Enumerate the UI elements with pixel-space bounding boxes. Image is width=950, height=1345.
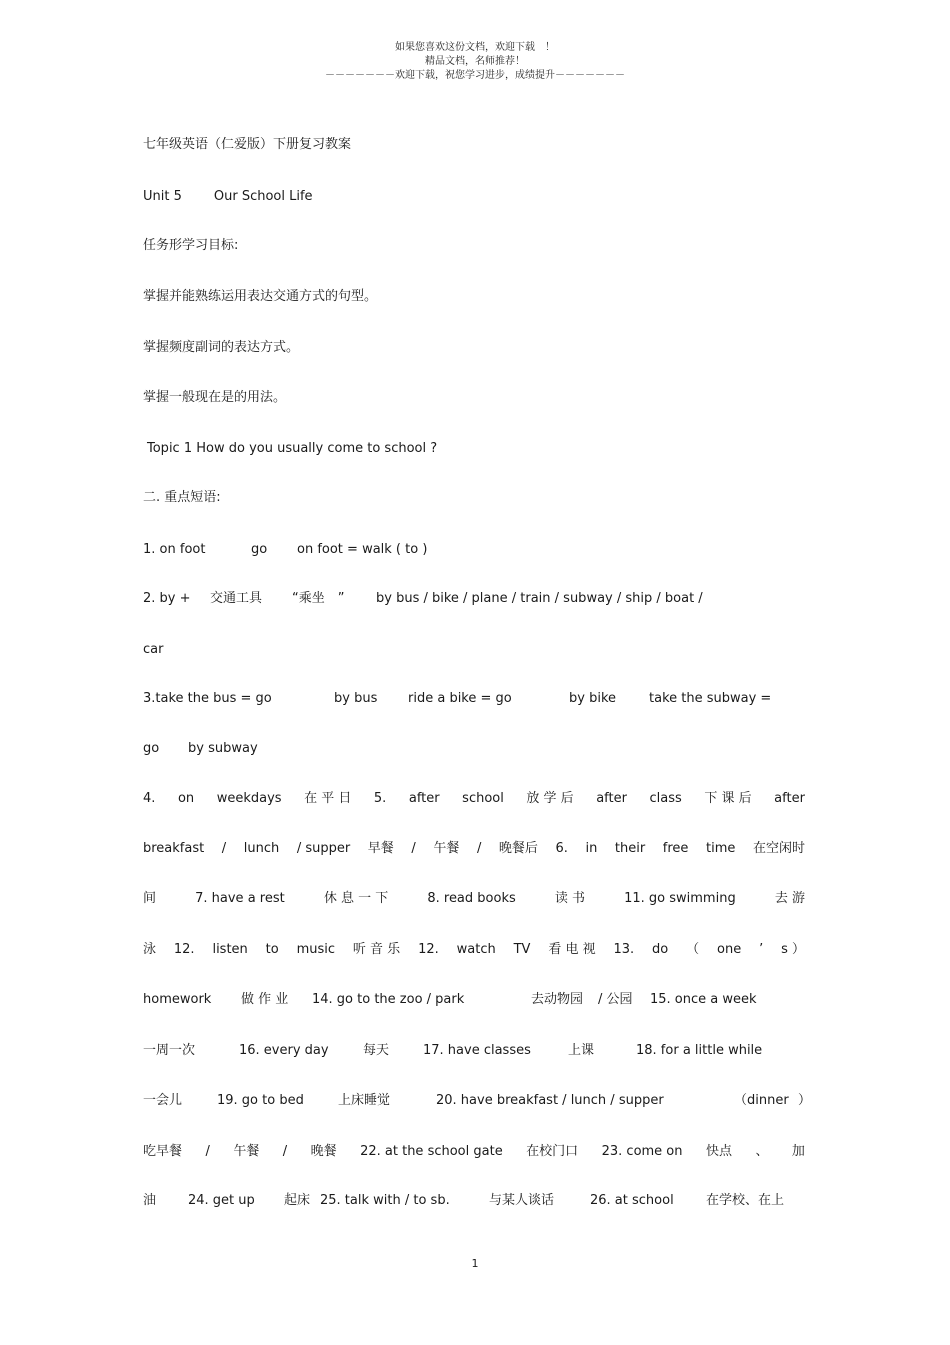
phrase-cell: 下 课 后 [704, 791, 752, 806]
phrase-cell: free [662, 841, 689, 856]
phrase-cell: 23. come on [601, 1144, 683, 1159]
phrase-cell: 24. get up [188, 1193, 255, 1208]
phrase-cell: after [408, 791, 440, 806]
phrase-cell: “乘坐 ” [292, 591, 345, 606]
phrase-line-8 [143, 891, 805, 907]
phrase-cell: one [717, 942, 742, 957]
phrase-cell: 25. talk with / to sb. [320, 1193, 450, 1208]
phrase-cell: in [585, 841, 598, 856]
phrase-cell: 一会儿 [143, 1093, 183, 1108]
unit-label: Unit 5 [143, 189, 182, 204]
phrase-cell: / [282, 1144, 288, 1159]
page-number: 1 [471, 1257, 479, 1270]
phrase-cell: lunch [243, 841, 280, 856]
phrase-cell: watch [456, 942, 496, 957]
phrase-line-13 [143, 1144, 805, 1160]
phrase-cell: 7. have a rest [195, 891, 285, 906]
phrase-cell: 做 作 业 [241, 992, 289, 1007]
phrase-cell: homework [143, 992, 212, 1007]
phrase-cell: 12. [173, 942, 195, 957]
phrase-cell: 听 音 乐 [352, 942, 401, 957]
phrase-cell: ’ [759, 942, 764, 957]
phrase-cell: TV [513, 942, 531, 957]
phrase-cell: 4. [143, 791, 156, 806]
phrase-cell: 上床睡觉 [338, 1093, 391, 1108]
phrase-cell: 午餐 [233, 1144, 260, 1159]
phrase-cell: 每天 [363, 1043, 390, 1058]
phrase-cell: ride a bike = go [408, 691, 512, 706]
phrase-cell: after [596, 791, 627, 806]
phrase-cell: 11. go swimming [624, 891, 736, 906]
phrase-cell: s ） [781, 942, 805, 957]
phrase-cell: 在空闲时 [752, 841, 805, 856]
phrase-cell: 休 息 一 下 [323, 891, 389, 906]
unit-name: Our School Life [213, 189, 313, 204]
phrase-line-7 [143, 841, 805, 857]
phrase-cell: 吃早餐 [143, 1144, 183, 1159]
phrase-cell: 上课 [568, 1043, 595, 1058]
phrase-cell: 16. every day [239, 1043, 329, 1058]
unit-heading [143, 189, 313, 205]
phrase-line-4 [143, 691, 771, 707]
phrase-cell: 22. at the school gate [360, 1144, 503, 1159]
phrase-cell: 13. [613, 942, 635, 957]
phrase-cell: listen [212, 942, 248, 957]
phrase-cell: （dinner [734, 1093, 789, 1108]
phrase-line-12 [143, 1093, 811, 1109]
phrase-cell: time [706, 841, 736, 856]
phrase-cell: 晚餐后 [498, 841, 538, 856]
header-line-1: 如果您喜欢这份文档，欢迎下载 ！ [395, 42, 555, 53]
phrase-cell: 17. have classes [423, 1043, 531, 1058]
phrase-cell: by bike [569, 691, 617, 706]
phrase-cell: breakfast [143, 841, 205, 856]
phrase-cell: 2. by + [143, 591, 191, 606]
phrase-cell: take the subway = [649, 691, 772, 706]
phrase-cell: 5. [373, 791, 387, 806]
phrase-cell: go [143, 741, 160, 756]
phrase-cell: ） [798, 1093, 812, 1108]
phrase-cell: 去 游 [774, 891, 805, 906]
phrase-cell: 加 [791, 1144, 805, 1159]
phrase-cell: 、 [755, 1144, 769, 1159]
goals-heading: 任务形学习目标: [143, 238, 239, 253]
phrase-cell: 晚餐 [310, 1144, 337, 1159]
phrase-line-11 [143, 1043, 762, 1059]
phrase-cell: 早餐 [367, 841, 394, 856]
phrase-cell: 间 [143, 891, 157, 906]
phrase-cell: 12. [418, 942, 439, 957]
phrase-cell: to [265, 942, 279, 957]
phrase-cell: / 公园 [598, 992, 633, 1007]
goal-item-3: 掌握一般现在是的用法。 [143, 390, 287, 405]
phrase-cell: 在校门口 [526, 1144, 579, 1159]
phrase-cell: 与某人谈话 [489, 1193, 555, 1208]
phrase-cell: 19. go to bed [217, 1093, 304, 1108]
phrase-cell: do [652, 942, 669, 957]
phrase-cell: school [462, 791, 504, 806]
phrase-cell: （ [686, 942, 700, 957]
phrase-cell: 快点 [705, 1144, 732, 1159]
phrase-cell: 3.take the bus = go [143, 691, 272, 706]
phrase-cell: by bus [334, 691, 378, 706]
phrase-cell: 泳 [143, 942, 157, 957]
phrase-cell: / [221, 841, 227, 856]
goal-item-2: 掌握频度副词的表达方式。 [143, 340, 300, 355]
phrase-cell: weekdays [216, 791, 282, 806]
phrase-cell: / [476, 841, 482, 856]
phrase-line-2 [143, 591, 703, 607]
phrase-cell: 读 书 [554, 891, 585, 906]
phrase-cell: 26. at school [590, 1193, 674, 1208]
phrase-cell: 在学校、在上 [706, 1193, 785, 1208]
phrase-cell: 20. have breakfast / lunch / supper [436, 1093, 664, 1108]
phrase-cell: by subway [188, 741, 258, 756]
phrase-cell: 起床 [284, 1193, 311, 1208]
phrase-cell: on foot = walk ( to ) [297, 542, 428, 557]
phrase-cell: 18. for a little while [636, 1043, 763, 1058]
phrase-cell: by bus / bike / plane / train / subway / ship / boat / [376, 591, 703, 606]
phrase-cell: / supper [296, 841, 351, 856]
phrase-cell: 交通工具 [210, 591, 263, 606]
phrase-line-3: car [143, 642, 164, 657]
topic-heading: Topic 1 How do you usually come to school ? [147, 441, 438, 456]
phrase-cell: / [411, 841, 416, 856]
phrase-cell: their [614, 841, 646, 856]
phrase-line-14 [143, 1193, 784, 1209]
phrase-line-1 [143, 542, 427, 558]
phrase-cell: after [774, 791, 805, 806]
phrase-cell: 放 学 后 [526, 791, 574, 806]
phrases-heading: 二. 重点短语: [143, 490, 221, 505]
phrase-cell: 午餐 [433, 841, 460, 856]
header-line-3: －－－－－－－欢迎下载，祝您学习进步，成绩提升－－－－－－－ [325, 70, 625, 81]
phrase-cell: go [251, 542, 268, 557]
phrase-line-6 [143, 791, 805, 807]
phrase-cell: class [649, 791, 682, 806]
phrase-cell: 15. once a week [650, 992, 757, 1007]
document-title: 七年级英语（仁爱版）下册复习教案 [143, 137, 352, 152]
phrase-cell: / [205, 1144, 210, 1159]
phrase-cell: 一周一次 [143, 1043, 196, 1058]
phrase-cell: 1. on foot [143, 542, 206, 557]
phrase-line-10 [143, 992, 757, 1008]
phrase-cell: music [296, 942, 336, 957]
phrase-cell: 看 电 视 [548, 942, 596, 957]
phrase-line-5 [143, 741, 258, 757]
phrase-cell: on [177, 791, 195, 806]
phrase-cell: 6. [555, 841, 568, 856]
phrase-cell: 8. read books [427, 891, 516, 906]
phrase-cell: 在 平 日 [304, 791, 352, 806]
phrase-cell: 14. go to the zoo / park [312, 992, 465, 1007]
phrase-line-9 [143, 942, 805, 958]
phrase-cell: 去动物园 [531, 992, 584, 1007]
phrase-cell: 油 [143, 1193, 157, 1208]
header-line-2: 精品文档，名师推荐！ [425, 56, 525, 67]
goal-item-1: 掌握并能熟练运用表达交通方式的句型。 [143, 289, 378, 304]
